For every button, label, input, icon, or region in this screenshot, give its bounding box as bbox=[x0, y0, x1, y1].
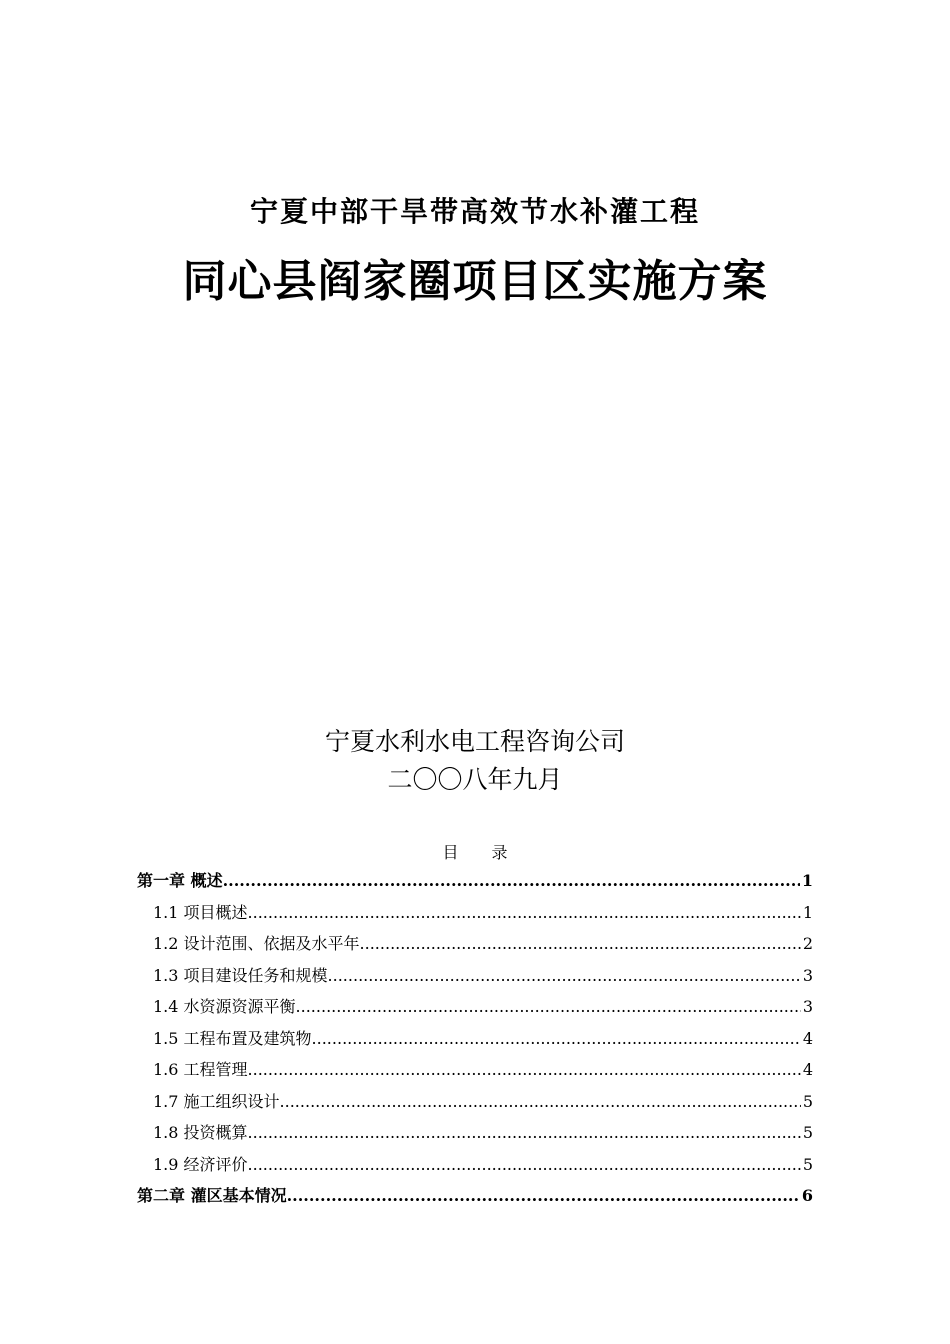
toc-dot-leader bbox=[280, 1086, 801, 1118]
toc-dot-leader bbox=[296, 991, 801, 1023]
toc-entry-page: 5 bbox=[802, 1154, 813, 1174]
toc-entry-label: 1.1 项目概述 bbox=[153, 902, 248, 922]
table-of-contents bbox=[137, 865, 813, 1212]
toc-entry-page: 1 bbox=[801, 871, 813, 890]
company-name: 宁夏水利水电工程咨询公司 bbox=[324, 727, 625, 756]
toc-entry-label: 1.9 经济评价 bbox=[153, 1154, 248, 1174]
toc-entry-label: 1.5 工程布置及建筑物 bbox=[153, 1028, 312, 1048]
toc-dot-leader bbox=[287, 1180, 800, 1212]
toc-dot-leader bbox=[312, 1023, 801, 1055]
toc-entry-page: 2 bbox=[802, 934, 813, 953]
publication-date: 二〇〇八年九月 bbox=[387, 765, 563, 794]
toc-entry-page: 4 bbox=[802, 1060, 813, 1079]
toc-entry-page: 5 bbox=[802, 1123, 813, 1142]
toc-entry-label: 第一章 概述 bbox=[137, 871, 223, 890]
toc-entry-page: 5 bbox=[802, 1091, 813, 1111]
toc-entry-chapter-1[interactable] bbox=[137, 865, 813, 897]
toc-dot-leader bbox=[248, 1117, 801, 1149]
toc-entry-page: 3 bbox=[802, 997, 813, 1016]
toc-entry-label: 1.6 工程管理 bbox=[153, 1060, 248, 1079]
toc-entry-1-1[interactable] bbox=[137, 897, 813, 929]
toc-entry-page: 1 bbox=[802, 902, 813, 922]
toc-entry-label: 1.3 项目建设任务和规模 bbox=[153, 965, 328, 985]
toc-entry-1-6[interactable] bbox=[137, 1054, 813, 1086]
toc-dot-leader bbox=[360, 928, 801, 960]
toc-entry-label: 1.8 投资概算 bbox=[153, 1123, 248, 1142]
toc-entry-1-2[interactable] bbox=[137, 928, 813, 960]
toc-entry-label: 第二章 灌区基本情况 bbox=[137, 1186, 287, 1205]
toc-entry-1-7[interactable] bbox=[137, 1086, 813, 1118]
toc-dot-leader bbox=[248, 897, 801, 929]
toc-entry-1-9[interactable] bbox=[137, 1149, 813, 1181]
toc-dot-leader bbox=[328, 960, 801, 992]
toc-entry-1-8[interactable] bbox=[137, 1117, 813, 1149]
toc-entry-page: 3 bbox=[802, 965, 813, 985]
toc-entry-chapter-2[interactable] bbox=[137, 1180, 813, 1212]
toc-entry-label: 1.2 设计范围、依据及水平年 bbox=[153, 934, 360, 953]
cover-title: 同心县阎家圈项目区实施方案 bbox=[182, 256, 768, 307]
cover-subtitle: 宁夏中部干旱带高效节水补灌工程 bbox=[249, 195, 700, 228]
toc-dot-leader bbox=[248, 1149, 801, 1181]
toc-entry-1-4[interactable] bbox=[137, 991, 813, 1023]
toc-dot-leader bbox=[223, 865, 800, 897]
toc-heading: 目 录 bbox=[442, 843, 508, 862]
toc-entry-1-5[interactable] bbox=[137, 1023, 813, 1055]
toc-entry-label: 1.7 施工组织设计 bbox=[153, 1091, 280, 1111]
toc-entry-label: 1.4 水资源资源平衡 bbox=[153, 997, 296, 1016]
toc-entry-page: 4 bbox=[802, 1028, 813, 1048]
toc-dot-leader bbox=[248, 1054, 801, 1086]
toc-entry-page: 6 bbox=[801, 1186, 813, 1205]
toc-entry-1-3[interactable] bbox=[137, 960, 813, 992]
